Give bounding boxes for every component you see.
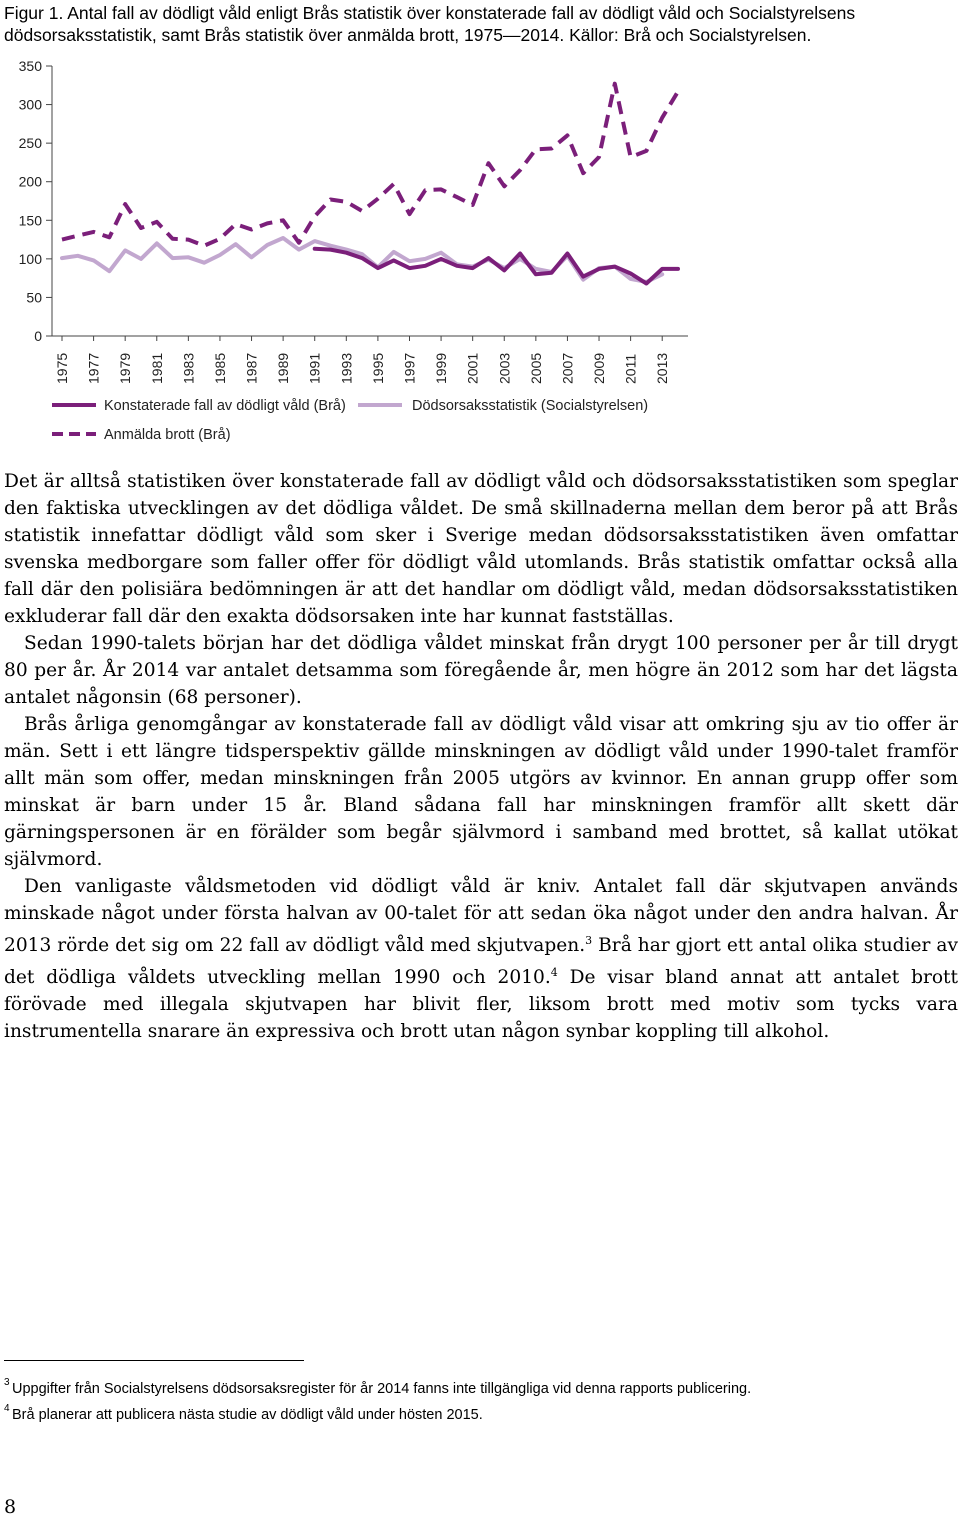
body-text bbox=[4, 468, 958, 1045]
line-chart bbox=[0, 48, 960, 448]
x-tick-label: 2013 bbox=[654, 352, 671, 384]
legend-label-1: Konstaterade fall av dödligt våld (Brå) bbox=[104, 398, 346, 414]
paragraph-2: Sedan 1990-talets början har det dödliga våldet minskat från drygt 100 personer per år till drygt 80 per år. År 2014 var antalet detsamma som föregående år, men högre än 2012 som har det lägsta antalet någonsin (68 personer). bbox=[4, 633, 958, 708]
x-tick-label: 1987 bbox=[243, 352, 260, 384]
x-tick-label: 2011 bbox=[622, 353, 639, 384]
y-tick-label: 300 bbox=[18, 96, 42, 113]
x-tick-label: 1983 bbox=[180, 352, 197, 384]
y-tick-label: 0 bbox=[34, 328, 42, 344]
y-tick-label: 250 bbox=[18, 135, 42, 152]
x-tick-label: 2001 bbox=[464, 352, 481, 384]
series-layer bbox=[62, 84, 678, 284]
series-line-1 bbox=[315, 249, 678, 284]
footnote-number: 3 bbox=[4, 1377, 10, 1388]
paragraph-1: Det är alltså statistiken över konstaterade fall av dödligt våld och dödsorsaksstatistiken som speglar den faktiska utvecklingen av det dödliga våldet. De små skillnaderna mellan dem beror på att Brås statistik innefattar dödligt våld som sker i Sverige medan dödsorsaksstatistiken även omfattar svenska medborgare som faller offer för dödligt våld utomlands. Brås statistik omfattar också alla fall där den polisiära bedömningen är att det handlar om dödligt våld, medan dödsorsaksstatistiken exkluderar fall där den exakta dödsorsaken inte har kunnat fastställas. bbox=[4, 471, 958, 627]
paragraph-4 bbox=[4, 873, 958, 1045]
paragraph-4-part-3: De visar bland annat att antalet brott förövade med illegala skjutvapen har blivit fler, liksom brott med motiv som tycks vara instrumentella snarare än expressiva och brott utan någon synbar koppling till alkohol. bbox=[4, 967, 958, 1043]
footnote-ref-4: 4 bbox=[550, 966, 558, 980]
paragraph-4-part-1: Den vanligaste våldsmetoden vid dödligt våld är kniv. Antalet fall där skjutvapen används minskade något under första halvan av 00-talet för att sedan öka något under den andra halvan. År 2013 rörde det sig om 22 fall av dödligt våld med skjutvapen. bbox=[4, 876, 958, 957]
footnote-ref-3: 3 bbox=[585, 934, 593, 947]
x-tick-label: 1999 bbox=[433, 352, 450, 384]
series-line-3 bbox=[62, 84, 678, 246]
x-tick-label: 1991 bbox=[306, 352, 323, 384]
footnote-number: 4 bbox=[4, 1403, 10, 1414]
page-number: 8 bbox=[4, 1496, 17, 1518]
footnote-divider bbox=[4, 1360, 304, 1361]
x-axis bbox=[52, 336, 688, 384]
figure-caption: Figur 1. Antal fall av dödligt våld enligt Brås statistik över konstaterade fall av dödligt våld och Socialstyrelsens dödsorsaksstatistik, samt Brås statistik över anmälda brott, 1975—2014. Källor: Brå och Socialstyrelsen. bbox=[4, 3, 856, 45]
footnote-3 bbox=[4, 1376, 954, 1402]
x-tick-label: 1977 bbox=[85, 352, 102, 384]
x-tick-label: 1993 bbox=[338, 352, 355, 384]
x-tick-label: 2003 bbox=[496, 352, 513, 384]
footnote-text: Brå planerar att publicera nästa studie av dödligt våld under hösten 2015. bbox=[12, 1407, 483, 1423]
x-tick-label: 1985 bbox=[211, 352, 228, 384]
y-tick-label: 350 bbox=[18, 58, 42, 74]
x-tick-label: 1979 bbox=[117, 352, 134, 384]
y-tick-label: 200 bbox=[18, 173, 42, 190]
x-tick-label: 1981 bbox=[148, 352, 165, 384]
x-tick-label: 2005 bbox=[527, 352, 544, 384]
footnote-text: Uppgifter från Socialstyrelsens dödsorsaksregister för år 2014 fanns inte tillgängliga vid denna rapports publicering. bbox=[12, 1381, 752, 1397]
paragraph-4-part-2: Brå har gjort ett antal olika studier av det dödliga våldets utveckling mellan 1990 och 2010. bbox=[4, 935, 958, 989]
footnotes bbox=[4, 1376, 954, 1428]
x-tick-label: 1997 bbox=[401, 352, 418, 384]
x-tick-label: 1975 bbox=[54, 352, 70, 384]
x-tick-label: 1989 bbox=[275, 352, 292, 384]
legend-label-2: Dödsorsaksstatistik (Socialstyrelsen) bbox=[412, 398, 649, 414]
y-tick-label: 100 bbox=[18, 250, 42, 267]
legend bbox=[52, 398, 648, 443]
y-axis bbox=[19, 58, 52, 344]
y-tick-label: 150 bbox=[18, 212, 42, 229]
paragraph-3: Brås årliga genomgångar av konstaterade fall av dödligt våld visar att omkring sju av tio offer är män. Sett i ett längre tidsperspektiv gällde minskningen av dödligt våld under 1990-talet framför allt män som offer, medan minskningen från 2005 utgörs av kvinnor. En annan grupp offer som minskat är barn under 15 år. Bland sådana fall har minskningen framför allt skett där gärningspersonen är en förälder som begår självmord i samband med brottet, så kallat utökat självmord. bbox=[4, 714, 958, 870]
legend-label-3: Anmälda brott (Brå) bbox=[104, 427, 231, 443]
footnote-4 bbox=[4, 1402, 954, 1428]
x-tick-label: 2007 bbox=[559, 352, 576, 384]
x-tick-label: 2009 bbox=[591, 352, 608, 384]
y-tick-label: 50 bbox=[26, 289, 42, 306]
x-tick-label: 1995 bbox=[369, 352, 386, 384]
